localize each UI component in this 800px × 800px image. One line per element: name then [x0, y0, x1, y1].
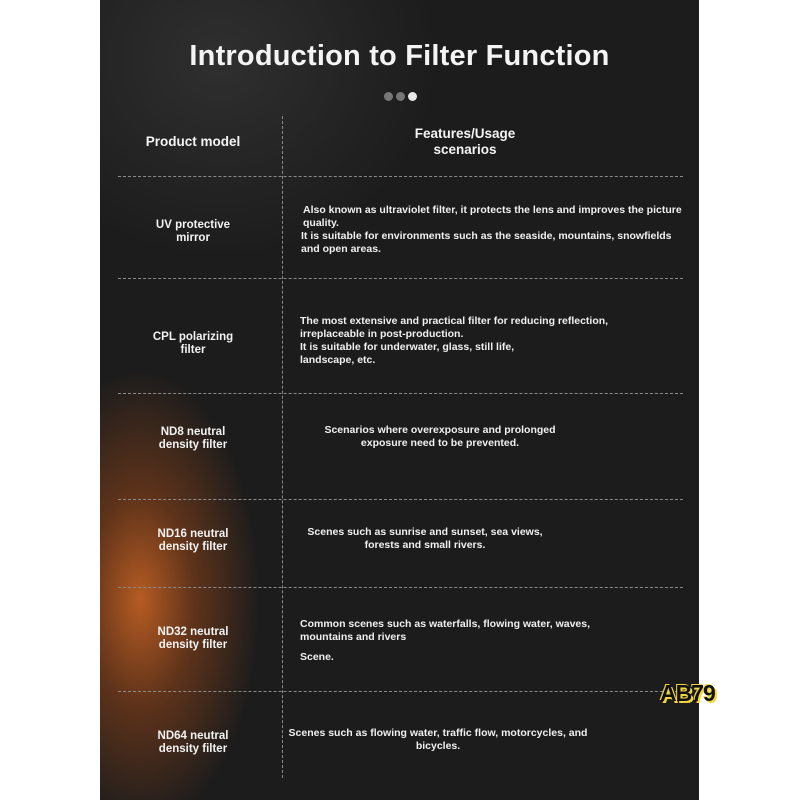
header-features-line2: scenarios [433, 142, 497, 157]
row-cpl-model [118, 331, 268, 357]
row-nd8-features [310, 424, 570, 450]
row-divider [118, 587, 683, 588]
model-line: ND16 neutral [157, 528, 229, 540]
column-divider [282, 116, 283, 778]
model-line: CPL polarizing [152, 331, 234, 343]
row-nd32-features [300, 618, 620, 664]
row-nd64-features [288, 727, 588, 753]
model-line: density filter [158, 639, 228, 651]
feature-text: It is suitable for underwater, glass, still life, landscape, etc. [300, 341, 515, 366]
model-line: density filter [158, 439, 228, 451]
row-uv-features [303, 204, 683, 256]
feature-text: Scenes such as flowing water, traffic flow, motorcycles, and bicycles. [288, 727, 588, 752]
pagination-dot-2[interactable] [396, 92, 405, 101]
pagination-dot-3-active[interactable] [408, 92, 417, 101]
model-line: density filter [158, 743, 228, 755]
row-nd8-model [118, 426, 268, 452]
feature-text: Common scenes such as waterfalls, flowing water, waves, mountains and rivers [300, 618, 591, 643]
feature-text: Scenes such as sunrise and sunset, sea views, forests and small rivers. [307, 526, 543, 551]
model-line: UV protective [155, 219, 231, 231]
feature-text: Scenarios where overexposure and prolonged exposure need to be prevented. [324, 424, 556, 449]
row-uv-model [118, 219, 268, 245]
row-divider [118, 691, 683, 692]
model-line: ND32 neutral [157, 626, 229, 638]
row-nd16-model [118, 528, 268, 554]
feature-text: The most extensive and practical filter for reducing reflection, irreplaceable in post-production. [300, 315, 609, 340]
row-nd16-features [305, 526, 545, 552]
row-cpl-features [300, 315, 660, 367]
model-line: density filter [158, 541, 228, 553]
watermark-label: AB79 [660, 680, 715, 706]
pagination-dots [384, 92, 417, 101]
feature-text: Also known as ultraviolet filter, it protects the lens and improves the picture quality. [303, 204, 682, 229]
model-line: ND64 neutral [157, 730, 229, 742]
pagination-dot-1[interactable] [384, 92, 393, 101]
page-title: Introduction to Filter Function [189, 40, 610, 72]
feature-text: Scene. [300, 651, 334, 663]
row-nd32-model [118, 626, 268, 652]
row-divider [118, 393, 683, 394]
header-features [370, 126, 560, 158]
feature-text: It is suitable for environments such as the seaside, mountains, snowfields and open areas. [301, 230, 672, 255]
header-features-line1: Features/Usage [414, 126, 516, 141]
row-divider [118, 176, 683, 177]
header-product-model: Product model [145, 134, 241, 149]
row-divider [118, 499, 683, 500]
row-divider [118, 278, 683, 279]
model-line: filter [180, 344, 206, 356]
model-line: ND8 neutral [160, 426, 226, 438]
row-nd64-model [118, 730, 268, 756]
filter-intro-panel [100, 0, 699, 800]
model-line: mirror [176, 232, 210, 244]
